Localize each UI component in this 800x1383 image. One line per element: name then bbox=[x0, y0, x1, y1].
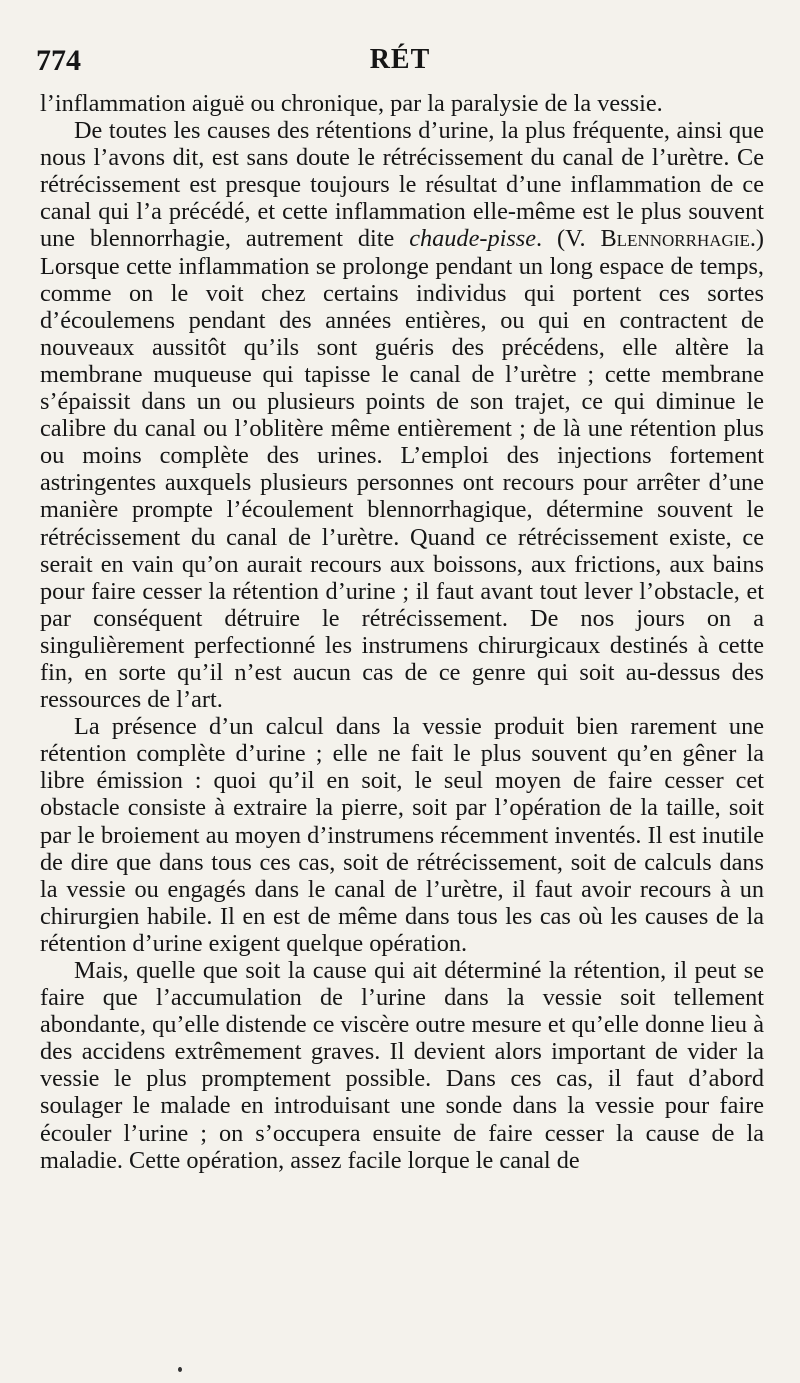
text-segment: .) Lorsque cette inflammation se prolonge pendant un long espace de temps, comme on le voit chez certains individus qui portent ces sortes d’écoulemens pendant des années entières, ou qui en contractent de nouveaux aussitôt qu’ils sont guéris des précédens, elle altère la membrane muqueuse qui tapisse le canal de l’urètre ; cette membrane s’épaissit dans un ou plusieurs points de son trajet, ce qui diminue le calibre du canal ou l’oblitère même entièrement ; de là une rétention plus ou moins complète des urines. L’emploi des injections fortement astringentes auxquels plusieurs personnes ont recours pour arrêter d’une manière prompte l’écoulement blennorrhagique, détermine souvent le rétrécissement du canal de l’urètre. Quand ce rétrécissement existe, ce serait en vain qu’on aurait recours aux boissons, aux frictions, aux bains pour faire cesser la rétention d’urine ; il faut avant tout lever l’obstacle, et par conséquent détruire le rétrécissement. De nos jours on a singulièrement perfectionné les instrumens chirurgicaux destinés à cette fin, en sorte qu’il n’est aucun cas de ce genre qui soit au-dessus des ressources de l’art. bbox=[40, 225, 764, 714]
paragraph bbox=[40, 90, 764, 117]
paragraph bbox=[40, 713, 764, 957]
text-segment: l’inflammation aiguë ou chronique, par la paralysie de la vessie. bbox=[40, 90, 663, 117]
text-segment: . (V. bbox=[536, 225, 601, 253]
page-number: 774 bbox=[36, 44, 81, 77]
text-segment: De toutes les causes des rétentions d’urine, la plus fréquente, ainsi que nous l’avons dit, est sans doute le rétrécissement du canal de l’urètre. Ce rétrécissement est presque toujours le résultat d’une inflammation de ce canal qui l’a précédé, et cette inflammation elle-même est le plus souvent une blennorrhagie, autrement dite bbox=[40, 117, 764, 253]
paragraph bbox=[40, 957, 764, 1174]
paragraph bbox=[40, 117, 764, 713]
text-segment: Mais, quelle que soit la cause qui ait déterminé la rétention, il peut se faire que l’accumulation de l’urine dans la vessie soit tellement abondante, qu’elle distende ce viscère outre mesure et qu’elle donne lieu à des accidens extrêmement graves. Il devient alors important de vider la vessie le plus promptement possible. Dans ces cas, il faut d’abord soulager le malade en introduisant une sonde dans la vessie pour faire écouler l’urine ; on s’occupera ensuite de faire cesser la cause de la maladie. Cette opération, assez facile lorque le canal de bbox=[40, 957, 764, 1174]
italic-text: chaude-pisse bbox=[409, 225, 537, 253]
body-text bbox=[40, 90, 764, 1174]
running-head: RÉT bbox=[369, 44, 431, 75]
ink-speck bbox=[178, 1367, 182, 1372]
cross-reference: Blennorrhagie bbox=[600, 225, 750, 253]
page-header bbox=[36, 44, 764, 84]
text-segment: La présence d’un calcul dans la vessie produit bien rarement une rétention complète d’urine ; elle ne fait le plus souvent qu’en gêner la libre émission : quoi qu’il en soit, le seul moyen de faire cesser cet obstacle consiste à extraire la pierre, soit par l’opération de la taille, soit par le broiement au moyen d’instrumens récemment inventés. Il est inutile de dire que dans tous ces cas, soit de rétrécissement, soit de calculs dans la vessie ou engagés dans le canal de l’urètre, il faut avoir recours à un chirurgien habile. Il en est de même dans tous les cas où les causes de la rétention d’urine exigent quelque opération. bbox=[40, 713, 764, 957]
